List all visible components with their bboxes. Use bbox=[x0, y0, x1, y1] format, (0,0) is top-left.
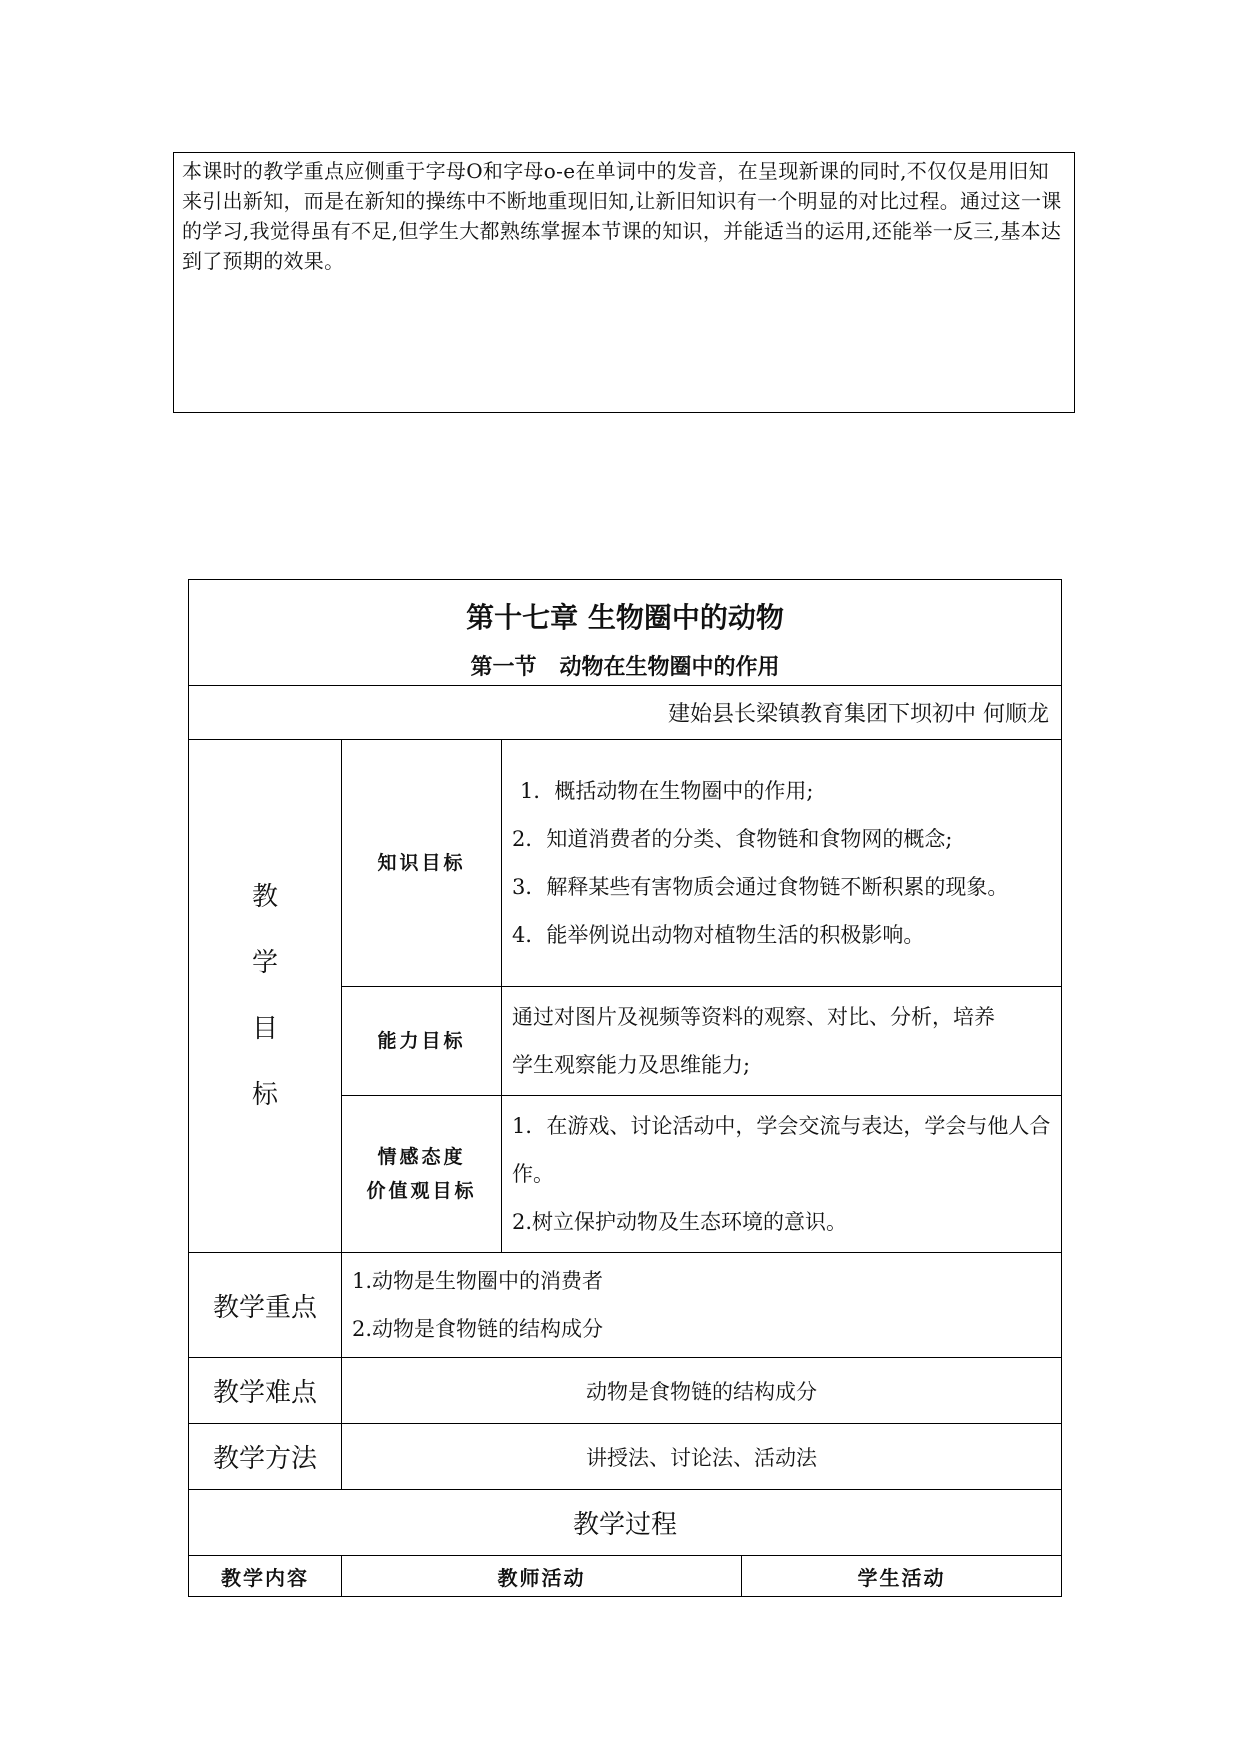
knowledge-goal-label: 知识目标 bbox=[342, 740, 502, 987]
emotion-goal-label bbox=[342, 1096, 502, 1253]
difficulty-text: 动物是食物链的结构成分 bbox=[342, 1358, 1062, 1424]
list-item: 2.树立保护动物及生态环境的意识。 bbox=[512, 1210, 848, 1234]
key-points-list bbox=[342, 1253, 1062, 1358]
list-item: 2.动物是食物链的结构成分 bbox=[352, 1317, 604, 1341]
process-title: 教学过程 bbox=[189, 1490, 1062, 1556]
ability-goal-label: 能力目标 bbox=[342, 987, 502, 1096]
list-item: 4．能举例说出动物对植物生活的积极影响。 bbox=[512, 923, 925, 947]
emotion-label-line2: 价值观目标 bbox=[366, 1180, 477, 1202]
goals-char: 目 bbox=[251, 1014, 278, 1044]
list-item: 2．知道消费者的分类、食物链和食物网的概念; bbox=[512, 827, 953, 851]
method-label: 教学方法 bbox=[189, 1424, 342, 1490]
ability-goal-text bbox=[502, 987, 1062, 1096]
reflection-box bbox=[173, 152, 1075, 413]
key-points-label: 教学重点 bbox=[189, 1253, 342, 1358]
list-item: 3．解释某些有害物质会通过食物链不断积累的现象。 bbox=[512, 875, 1009, 899]
lesson-plan-table bbox=[188, 579, 1062, 1597]
ability-text: 通过对图片及视频等资料的观察、对比、分析，培养学生观察能力及思维能力; bbox=[512, 1005, 995, 1077]
goals-char: 教 bbox=[251, 882, 278, 912]
author-line: 建始县长梁镇教育集团下坝初中 何顺龙 bbox=[189, 686, 1062, 740]
section-title: 第一节 动物在生物圈中的作用 bbox=[470, 655, 780, 680]
difficulty-label: 教学难点 bbox=[189, 1358, 342, 1424]
method-text: 讲授法、讨论法、活动法 bbox=[342, 1424, 1062, 1490]
reflection-text: 本课时的教学重点应侧重于字母O和字母o-e在单词中的发音，在呈现新课的同时,不仅仅是用旧知来引出新知，而是在新知的操练中不断地重现旧知,让新旧知识有一个明显的对比过程。通过这一课的学习,我觉得虽有不足,但学生大都熟练掌握本节课的知识，并能适当的运用,还能举一反三,基本达到了预期的效果。 bbox=[182, 159, 1062, 273]
column-header-teacher: 教师活动 bbox=[342, 1556, 742, 1597]
list-item: 1.动物是生物圈中的消费者 bbox=[352, 1269, 604, 1293]
list-item: 1．在游戏、讨论活动中，学会交流与表达，学会与他人合作。 bbox=[512, 1114, 1051, 1186]
teaching-goals-header bbox=[189, 740, 342, 1253]
emotion-label-line1: 情感态度 bbox=[377, 1146, 466, 1168]
chapter-title: 第十七章 生物圈中的动物 bbox=[466, 601, 784, 634]
knowledge-goal-list bbox=[502, 740, 1062, 987]
column-header-content: 教学内容 bbox=[189, 1556, 342, 1597]
goals-char: 学 bbox=[251, 948, 278, 978]
list-item: 1．概括动物在生物圈中的作用; bbox=[520, 779, 814, 803]
goals-char: 标 bbox=[251, 1080, 278, 1110]
column-header-student: 学生活动 bbox=[742, 1556, 1062, 1597]
emotion-goal-list bbox=[502, 1096, 1062, 1253]
title-cell bbox=[189, 580, 1062, 686]
